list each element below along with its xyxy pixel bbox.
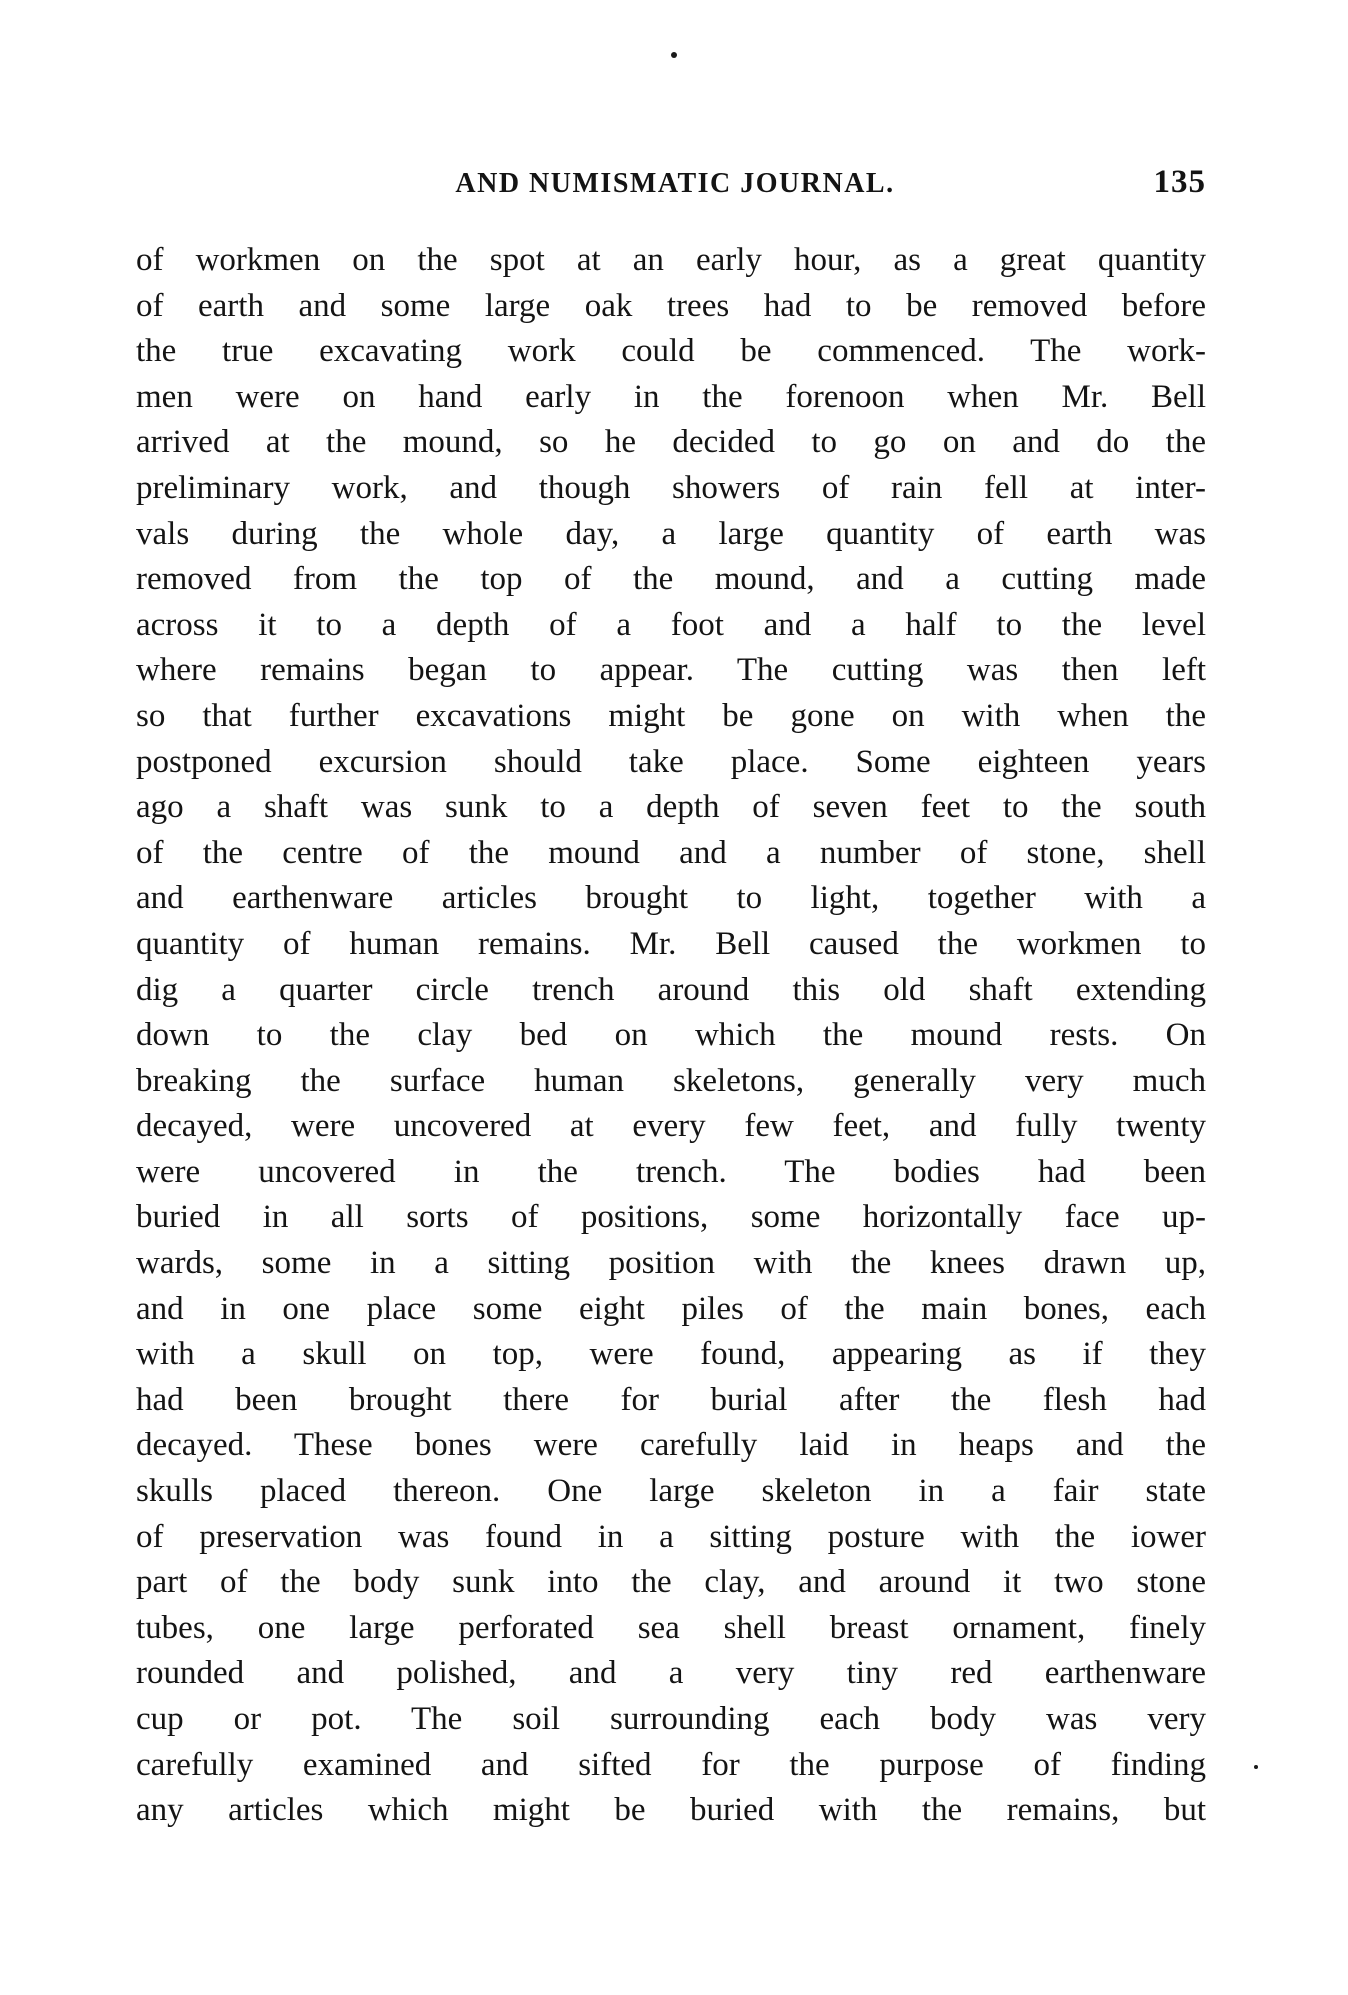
text-line: so that further excavations might be gone on with when the: [136, 697, 1206, 734]
text-line: decayed, were uncovered at every few feet, and fully twenty: [136, 1108, 1206, 1145]
text-line: rounded and polished, and a very tiny red earthenware: [136, 1655, 1206, 1692]
text-line: across it to a depth of a foot and a half to the level: [136, 606, 1206, 643]
running-head: AND NUMISMATIC JOURNAL.: [455, 168, 895, 199]
text-line: ago a shaft was sunk to a depth of seven feet to the south: [136, 789, 1206, 826]
ink-speck-top: [671, 52, 677, 58]
text-line: buried in all sorts of positions, some horizontally face up-: [136, 1199, 1206, 1236]
page-number: 135: [1153, 164, 1206, 200]
text-line: postponed excursion should take place. Some eighteen years: [136, 743, 1206, 780]
text-line: were uncovered in the trench. The bodies had been: [136, 1153, 1206, 1190]
text-line: arrived at the mound, so he decided to go on and do the: [136, 424, 1206, 461]
body-text: [136, 238, 1206, 1834]
text-line: carefully examined and sifted for the purpose of finding: [136, 1746, 1206, 1783]
text-line: part of the body sunk into the clay, and around it two stone: [136, 1564, 1206, 1601]
text-line: with a skull on top, were found, appearing as if they: [136, 1336, 1206, 1373]
text-line: and earthenware articles brought to light, together with a: [136, 880, 1206, 917]
text-line: of earth and some large oak trees had to be removed before: [136, 287, 1206, 324]
text-line: the true excavating work could be commenced. The work-: [136, 333, 1206, 370]
text-line: vals during the whole day, a large quantity of earth was: [136, 515, 1206, 552]
text-line: tubes, one large perforated sea shell breast ornament, finely: [136, 1609, 1206, 1646]
ink-speck-right: [1254, 1765, 1258, 1769]
text-line: of preservation was found in a sitting posture with the iower: [136, 1518, 1206, 1555]
text-line: any articles which might be buried with the remains, but: [136, 1792, 1206, 1829]
text-line: quantity of human remains. Mr. Bell caused the workmen to: [136, 925, 1206, 962]
text-line: cup or pot. The soil surrounding each body was very: [136, 1701, 1206, 1737]
text-line: preliminary work, and though showers of rain fell at inter-: [136, 469, 1206, 506]
text-line: where remains began to appear. The cutting was then left: [136, 652, 1206, 689]
text-line: and in one place some eight piles of the main bones, each: [136, 1290, 1206, 1327]
text-line: breaking the surface human skeletons, generally very much: [136, 1062, 1206, 1099]
text-line: dig a quarter circle trench around this old shaft extending: [136, 971, 1206, 1008]
page-header: [136, 160, 1206, 216]
text-line: decayed. These bones were carefully laid in heaps and the: [136, 1427, 1206, 1464]
text-line: of workmen on the spot at an early hour, as a great quantity: [136, 242, 1206, 278]
text-line: men were on hand early in the forenoon when Mr. Bell: [136, 378, 1206, 415]
text-line: skulls placed thereon. One large skeleton in a fair state: [136, 1473, 1206, 1510]
text-line: removed from the top of the mound, and a cutting made: [136, 561, 1206, 598]
text-line: had been brought there for burial after the flesh had: [136, 1381, 1206, 1418]
text-line: of the centre of the mound and a number of stone, shell: [136, 834, 1206, 871]
text-line: wards, some in a sitting position with the knees drawn up,: [136, 1245, 1206, 1282]
text-line: down to the clay bed on which the mound rests. On: [136, 1017, 1206, 1054]
